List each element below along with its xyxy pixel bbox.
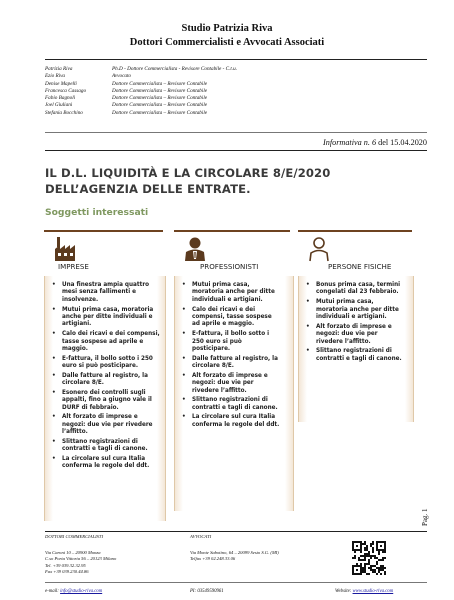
qr-module <box>374 555 376 557</box>
qr-module <box>372 571 374 573</box>
qr-module <box>374 569 376 571</box>
qr-module <box>352 543 354 545</box>
section-title: Soggetti interessati <box>45 207 149 218</box>
qr-module <box>356 545 358 547</box>
qr-module <box>376 573 378 575</box>
column-title: PERSONE FISICHE <box>328 262 392 271</box>
list-item: • E-fattura, il bollo sotto i 250 euro si può posticipare. <box>62 356 162 371</box>
qr-module <box>368 553 370 555</box>
qr-module <box>376 547 378 549</box>
footer-left-title: DOTTORI COMMERCIALISTI <box>45 534 103 539</box>
qr-module <box>368 555 370 557</box>
qr-module <box>360 541 362 543</box>
qr-module <box>368 551 370 553</box>
footer-phone-line: Tel. +39 039.32.32.95 <box>45 562 86 568</box>
qr-module <box>368 573 370 575</box>
list-item: • E-fattura, il bollo sotto i 250 euro si può posticipare. <box>192 331 280 353</box>
qr-module <box>382 557 384 559</box>
qr-module <box>380 565 382 567</box>
page-number <box>421 496 451 526</box>
qr-module <box>378 567 380 569</box>
qr-module <box>360 567 362 569</box>
list-item: • La circolare sul cura Italia conferma le regole del ddt. <box>192 414 280 429</box>
person-role: Dottore Commercialista – Revisore Contabile <box>112 87 208 94</box>
qr-module <box>382 565 384 567</box>
person-name: Stefania Bocchino <box>45 109 83 116</box>
qr-module <box>366 545 368 547</box>
qr-module <box>374 565 376 567</box>
bullet-list <box>192 282 280 431</box>
list-item: • Slittano registrazioni di contratti e tagli di canone. <box>62 439 162 454</box>
qr-module <box>360 543 362 545</box>
header-rule <box>45 59 427 60</box>
qr-module <box>370 543 372 545</box>
informativa-number: Informativa n. 6 <box>323 138 377 147</box>
qr-module <box>360 571 362 573</box>
qr-module <box>362 543 364 545</box>
qr-module <box>384 551 386 553</box>
qr-module <box>384 573 386 575</box>
qr-module <box>354 549 356 551</box>
list-item: • Calo dei ricavi e dei compensi, tasse sospese ad aprile e maggio. <box>62 331 162 353</box>
qr-module <box>382 567 384 569</box>
qr-module <box>372 551 374 553</box>
list-item: • Alt forzato di imprese e negozi: due vie per rivedere l’affitto. <box>192 373 280 395</box>
qr-module <box>384 571 386 573</box>
footer-vat: PI: 03549590961 <box>190 589 224 594</box>
factory-icon <box>54 236 76 262</box>
person-role: Avvocato <box>112 73 132 80</box>
qr-module <box>352 557 354 559</box>
qr-module <box>372 541 374 543</box>
qr-module <box>352 547 354 549</box>
qr-module <box>354 557 356 559</box>
footer-email <box>45 589 102 594</box>
qr-module <box>378 549 380 551</box>
qr-module <box>358 565 360 567</box>
person-row <box>45 110 427 117</box>
main-title: IL D.L. LIQUIDITÀ E LA CIRCOLARE 8/E/2020 DELL’AGENZIA DELLE ENTRATE. <box>45 166 331 196</box>
footer-commercialisti <box>45 534 116 576</box>
qr-module <box>362 555 364 557</box>
qr-module <box>378 551 380 553</box>
list-item: • Slittano registrazioni di contratti e tagli di canone. <box>316 348 402 363</box>
list-item: • Mutui prima casa, moratoria anche per ditte individuali e artigiani. <box>62 307 162 329</box>
qr-module <box>364 565 366 567</box>
qr-module <box>356 549 358 551</box>
list-item: • Mutui prima casa, moratoria anche per ditte individuali e artigiani. <box>192 282 280 304</box>
bullet-list <box>62 282 162 473</box>
qr-module <box>378 541 380 543</box>
qr-module <box>366 573 368 575</box>
qr-module <box>354 565 356 567</box>
firm-name: Studio Patrizia Riva <box>181 23 273 34</box>
qr-module <box>356 569 358 571</box>
qr-module <box>384 549 386 551</box>
qr-module <box>370 555 372 557</box>
list-item: • Dalle fatture al registro, la circolare 8/E. <box>62 373 162 388</box>
qr-module <box>370 545 372 547</box>
firm-subtitle: Dottori Commercialisti e Avvocati Associati <box>129 37 325 48</box>
person-role: Dottore Commercialista – Revisore Contabile <box>112 102 208 109</box>
qr-module <box>378 553 380 555</box>
email-link[interactable]: info@studio-riva.com <box>60 589 103 594</box>
qr-module <box>354 555 356 557</box>
qr-module <box>366 563 368 565</box>
person-row <box>45 73 427 80</box>
person-name: Patrizia Riva <box>45 66 73 72</box>
qr-code <box>352 541 386 575</box>
qr-module <box>376 563 378 565</box>
qr-module <box>358 573 360 575</box>
qr-module <box>378 569 380 571</box>
footer-right-title: AVVOCATI <box>190 534 212 539</box>
person-icon <box>308 236 330 262</box>
list-item: • Alt forzato di imprese e negozi: due vie per rivedere l’affitto. <box>316 324 402 346</box>
person-role: Dottore Commercialista – Revisore Contabile <box>112 95 208 102</box>
qr-module <box>382 551 384 553</box>
qr-module <box>354 573 356 575</box>
businessman-icon <box>184 236 206 262</box>
qr-module <box>352 541 354 543</box>
person-name: Denise Mapelli <box>45 80 77 87</box>
list-item: • Mutui prima casa, moratoria anche per ditte individuali e artigiani. <box>316 299 402 321</box>
qr-module <box>382 549 384 551</box>
footer-website <box>335 589 393 594</box>
qr-module <box>380 559 382 561</box>
people-rule <box>45 132 427 133</box>
person-row <box>45 81 427 88</box>
qr-module <box>384 557 386 559</box>
qr-module <box>358 549 360 551</box>
qr-module <box>372 565 374 567</box>
qr-module <box>380 569 382 571</box>
qr-module <box>360 559 362 561</box>
qr-module <box>364 567 366 569</box>
list-item: • Una finestra ampia quattro mesi senza fallimenti e insolvenze. <box>62 282 162 304</box>
qr-module <box>376 541 378 543</box>
qr-module <box>372 555 374 557</box>
qr-module <box>370 565 372 567</box>
qr-module <box>380 567 382 569</box>
list-item: • Esonero dei controlli sugli appalti, fino a giugno vale il DURF di febbraio. <box>62 390 162 412</box>
column-professionisti <box>174 232 294 511</box>
informativa-date: del 15.04.2020 <box>378 138 427 147</box>
qr-module <box>384 541 386 543</box>
qr-module <box>368 567 370 569</box>
qr-module <box>372 547 374 549</box>
qr-module <box>356 573 358 575</box>
footer-bottom-rule <box>45 582 427 583</box>
qr-module <box>364 571 366 573</box>
qr-module <box>360 569 362 571</box>
qr-module <box>370 567 372 569</box>
qr-module <box>364 553 366 555</box>
footer-address-line: Via Monte Sabotino, 64 – 20099 Sesto S.G. (MI) <box>190 549 279 555</box>
qr-module <box>360 545 362 547</box>
qr-module <box>366 553 368 555</box>
person-role: Ph.D - Dottore Commercialista - Revisore Contabile - C.t.u. <box>112 66 238 72</box>
qr-module <box>354 551 356 553</box>
qr-module <box>352 549 354 551</box>
informativa-rule <box>45 150 427 151</box>
qr-module <box>384 543 386 545</box>
footer-address-line: C.so Porta Vittoria 56 – 20123 Milano <box>45 556 117 561</box>
qr-module <box>358 541 360 543</box>
qr-module <box>376 543 378 545</box>
qr-module <box>364 543 366 545</box>
qr-module <box>362 569 364 571</box>
qr-module <box>376 561 378 563</box>
person-role: Dottore Commercialista – Revisore Contabile <box>112 80 208 87</box>
column-persone-fisiche <box>298 232 414 422</box>
qr-module <box>362 567 364 569</box>
qr-module <box>358 559 360 561</box>
person-name: Ezio Riva <box>45 73 66 80</box>
qr-module <box>364 541 366 543</box>
qr-module <box>378 559 380 561</box>
qr-module <box>356 565 358 567</box>
qr-module <box>360 547 362 549</box>
qr-module <box>364 559 366 561</box>
page-number-text: Pag. 1 <box>421 508 429 526</box>
email-label: e-mail: <box>45 589 59 594</box>
qr-module <box>358 557 360 559</box>
qr-module <box>352 567 354 569</box>
person-name: Fabio Bagnoli <box>45 95 76 102</box>
qr-module <box>352 569 354 571</box>
qr-module <box>354 541 356 543</box>
qr-module <box>372 549 374 551</box>
qr-module <box>356 563 358 565</box>
qr-module <box>366 555 368 557</box>
qr-module <box>360 549 362 551</box>
qr-module <box>384 547 386 549</box>
qr-module <box>380 549 382 551</box>
qr-module <box>382 541 384 543</box>
qr-module <box>364 557 366 559</box>
qr-module <box>374 571 376 573</box>
qr-module <box>352 565 354 567</box>
qr-module <box>384 567 386 569</box>
qr-module <box>370 557 372 559</box>
qr-module <box>360 563 362 565</box>
qr-module <box>378 571 380 573</box>
qr-module <box>376 567 378 569</box>
qr-module <box>352 545 354 547</box>
person-row <box>45 88 427 95</box>
footer-phone-line: Telfax +39 02.248.33.06 <box>190 556 236 561</box>
qr-module <box>360 555 362 557</box>
qr-module <box>364 547 366 549</box>
qr-module <box>372 569 374 571</box>
person-name: Joel Giuliani <box>45 102 73 109</box>
qr-module <box>376 545 378 547</box>
website-label: Website: <box>335 589 352 594</box>
column-imprese <box>44 232 166 521</box>
list-item: • Alt forzato di imprese e negozi: due vie per rivedere l’affitto. <box>62 414 162 436</box>
column-title: IMPRESE <box>58 262 89 271</box>
list-item: • La circolare sul cura Italia conferma le regole del ddt. <box>62 456 162 471</box>
list-item: • Dalle fatture al registro, la circolare 8/E. <box>192 356 280 371</box>
list-item: • Bonus prima casa, termini congelati dal 23 febbraio. <box>316 282 402 297</box>
person-role: Dottore Commercialista – Revisore Contabile <box>112 109 208 116</box>
qr-module <box>382 559 384 561</box>
qr-module <box>368 559 370 561</box>
list-item: • Calo dei ricavi e dei compensi, tasse sospese ad aprile e maggio. <box>192 307 280 329</box>
person-row <box>45 95 427 102</box>
qr-module <box>380 541 382 543</box>
qr-module <box>382 569 384 571</box>
qr-module <box>366 549 368 551</box>
footer-avvocati <box>190 534 279 563</box>
qr-module <box>362 559 364 561</box>
qr-module <box>360 551 362 553</box>
qr-module <box>352 573 354 575</box>
qr-module <box>368 561 370 563</box>
people-list <box>45 66 427 117</box>
list-item: • Slittano registrazioni di contratti e tagli di canone. <box>192 397 280 412</box>
footer-rule <box>45 531 427 532</box>
qr-module <box>356 541 358 543</box>
qr-module <box>384 545 386 547</box>
qr-module <box>370 569 372 571</box>
qr-module <box>364 569 366 571</box>
qr-module <box>368 563 370 565</box>
qr-module <box>362 571 364 573</box>
qr-module <box>366 547 368 549</box>
qr-module <box>376 549 378 551</box>
qr-module <box>374 557 376 559</box>
person-name: Francesca Cassago <box>45 87 87 94</box>
qr-module <box>352 571 354 573</box>
qr-module <box>376 557 378 559</box>
qr-module <box>360 565 362 567</box>
bullet-list <box>316 282 402 365</box>
qr-module <box>372 543 374 545</box>
website-link[interactable]: www.studio-riva.com <box>352 589 394 594</box>
person-row <box>45 66 427 73</box>
qr-module <box>364 549 366 551</box>
qr-module <box>364 563 366 565</box>
letterhead <box>0 22 454 50</box>
qr-module <box>360 573 362 575</box>
footer-fax-line: Fax +39 039.230.44.86 <box>45 569 89 574</box>
qr-module <box>380 545 382 547</box>
qr-module <box>364 555 366 557</box>
informativa-line <box>323 138 427 147</box>
footer-address-line: Via Caroni 10 – 20900 Monza <box>45 549 101 555</box>
column-title: PROFESSIONISTI <box>200 262 259 271</box>
person-row <box>45 102 427 109</box>
qr-module <box>380 573 382 575</box>
